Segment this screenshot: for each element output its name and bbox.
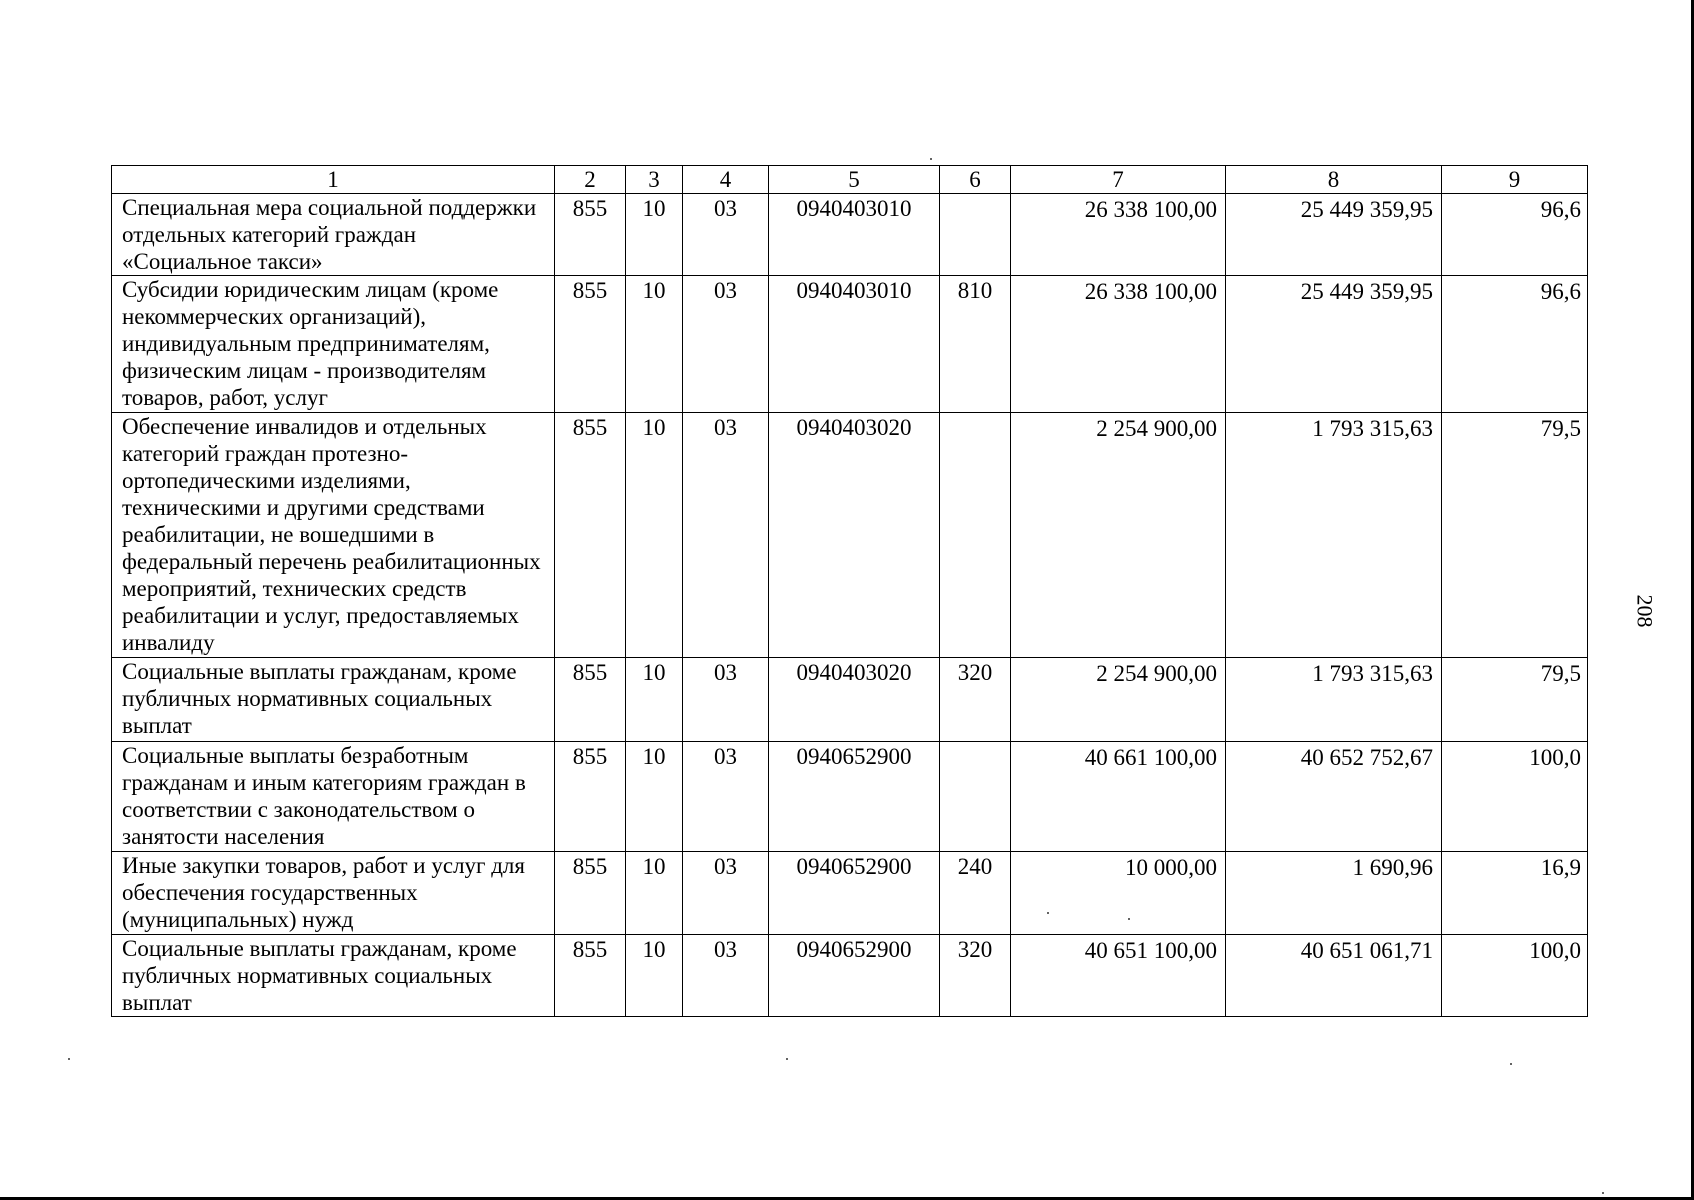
table-row	[112, 413, 1588, 658]
expense-type-code	[940, 194, 1011, 276]
expense-type-code	[940, 413, 1011, 658]
row-name: Иные закупки товаров, работ и услуг для обеспечения государственных (муниципальных) нужд	[112, 852, 555, 935]
admin-code: 855	[555, 852, 626, 935]
expense-type-code: 320	[940, 658, 1011, 742]
executed-amount: 1 793 315,63	[1226, 413, 1442, 658]
header-col-8: 8	[1226, 166, 1442, 194]
subsection-code: 03	[683, 935, 769, 1017]
expense-type-code: 810	[940, 276, 1011, 413]
target-article-code: 0940652900	[769, 742, 940, 852]
row-name: Социальные выплаты безработным гражданам и иным категориям граждан в соответствии с законодательством о занятости населения	[112, 742, 555, 852]
expense-type-code	[940, 742, 1011, 852]
execution-percent: 96,6	[1442, 194, 1588, 276]
row-name: Социальные выплаты гражданам, кроме публичных нормативных социальных выплат	[112, 935, 555, 1017]
table-body	[112, 194, 1588, 1017]
target-article-code: 0940652900	[769, 852, 940, 935]
expense-type-code: 240	[940, 852, 1011, 935]
executed-amount: 1 690,96	[1226, 852, 1442, 935]
header-col-6: 6	[940, 166, 1011, 194]
executed-amount: 40 651 061,71	[1226, 935, 1442, 1017]
section-code: 10	[626, 935, 683, 1017]
table-row	[112, 194, 1588, 276]
target-article-code: 0940403010	[769, 276, 940, 413]
scan-speck	[786, 1058, 788, 1060]
section-code: 10	[626, 852, 683, 935]
target-article-code: 0940652900	[769, 935, 940, 1017]
header-col-4: 4	[683, 166, 769, 194]
expense-type-code: 320	[940, 935, 1011, 1017]
target-article-code: 0940403010	[769, 194, 940, 276]
execution-percent: 16,9	[1442, 852, 1588, 935]
section-code: 10	[626, 413, 683, 658]
target-article-code: 0940403020	[769, 658, 940, 742]
table-row	[112, 852, 1588, 935]
admin-code: 855	[555, 742, 626, 852]
table-header	[112, 166, 1588, 194]
scan-speck	[68, 1058, 70, 1060]
subsection-code: 03	[683, 658, 769, 742]
budget-table	[111, 165, 1588, 1017]
scan-speck	[1602, 1192, 1604, 1194]
header-col-9: 9	[1442, 166, 1588, 194]
header-row	[112, 166, 1588, 194]
execution-percent: 79,5	[1442, 658, 1588, 742]
admin-code: 855	[555, 935, 626, 1017]
planned-amount: 26 338 100,00	[1011, 194, 1226, 276]
header-col-1: 1	[112, 166, 555, 194]
header-col-3: 3	[626, 166, 683, 194]
planned-amount: 10 000,00	[1011, 852, 1226, 935]
scan-speck	[1510, 1063, 1512, 1065]
row-name: Субсидии юридическим лицам (кроме некоммерческих организаций), индивидуальным предпринимателям, физическим лицам - производителям товаров, работ, услуг	[112, 276, 555, 413]
subsection-code: 03	[683, 413, 769, 658]
row-name: Социальные выплаты гражданам, кроме публичных нормативных социальных выплат	[112, 658, 555, 742]
header-col-2: 2	[555, 166, 626, 194]
table-row	[112, 276, 1588, 413]
page-number: 208	[1632, 594, 1658, 628]
scan-speck	[930, 158, 932, 160]
admin-code: 855	[555, 658, 626, 742]
row-name: Обеспечение инвалидов и отдельных категорий граждан протезно-ортопедическими изделиями, техническими и другими средствами реабилитации, не вошедшими в федеральный перечень реабилитационных мероприятий, технических средств реабилитации и услуг, предоставляемых инвалиду	[112, 413, 555, 658]
planned-amount: 2 254 900,00	[1011, 413, 1226, 658]
section-code: 10	[626, 194, 683, 276]
planned-amount: 2 254 900,00	[1011, 658, 1226, 742]
subsection-code: 03	[683, 276, 769, 413]
admin-code: 855	[555, 276, 626, 413]
header-col-7: 7	[1011, 166, 1226, 194]
executed-amount: 25 449 359,95	[1226, 194, 1442, 276]
executed-amount: 25 449 359,95	[1226, 276, 1442, 413]
execution-percent: 100,0	[1442, 935, 1588, 1017]
planned-amount: 26 338 100,00	[1011, 276, 1226, 413]
table-row	[112, 935, 1588, 1017]
subsection-code: 03	[683, 194, 769, 276]
table-row	[112, 742, 1588, 852]
section-code: 10	[626, 658, 683, 742]
planned-amount: 40 661 100,00	[1011, 742, 1226, 852]
execution-percent: 100,0	[1442, 742, 1588, 852]
execution-percent: 79,5	[1442, 413, 1588, 658]
row-name: Специальная мера социальной поддержки отдельных категорий граждан «Социальное такси»	[112, 194, 555, 276]
section-code: 10	[626, 276, 683, 413]
table-row	[112, 658, 1588, 742]
header-col-5: 5	[769, 166, 940, 194]
planned-amount: 40 651 100,00	[1011, 935, 1226, 1017]
admin-code: 855	[555, 413, 626, 658]
executed-amount: 1 793 315,63	[1226, 658, 1442, 742]
admin-code: 855	[555, 194, 626, 276]
executed-amount: 40 652 752,67	[1226, 742, 1442, 852]
section-code: 10	[626, 742, 683, 852]
execution-percent: 96,6	[1442, 276, 1588, 413]
target-article-code: 0940403020	[769, 413, 940, 658]
subsection-code: 03	[683, 852, 769, 935]
subsection-code: 03	[683, 742, 769, 852]
